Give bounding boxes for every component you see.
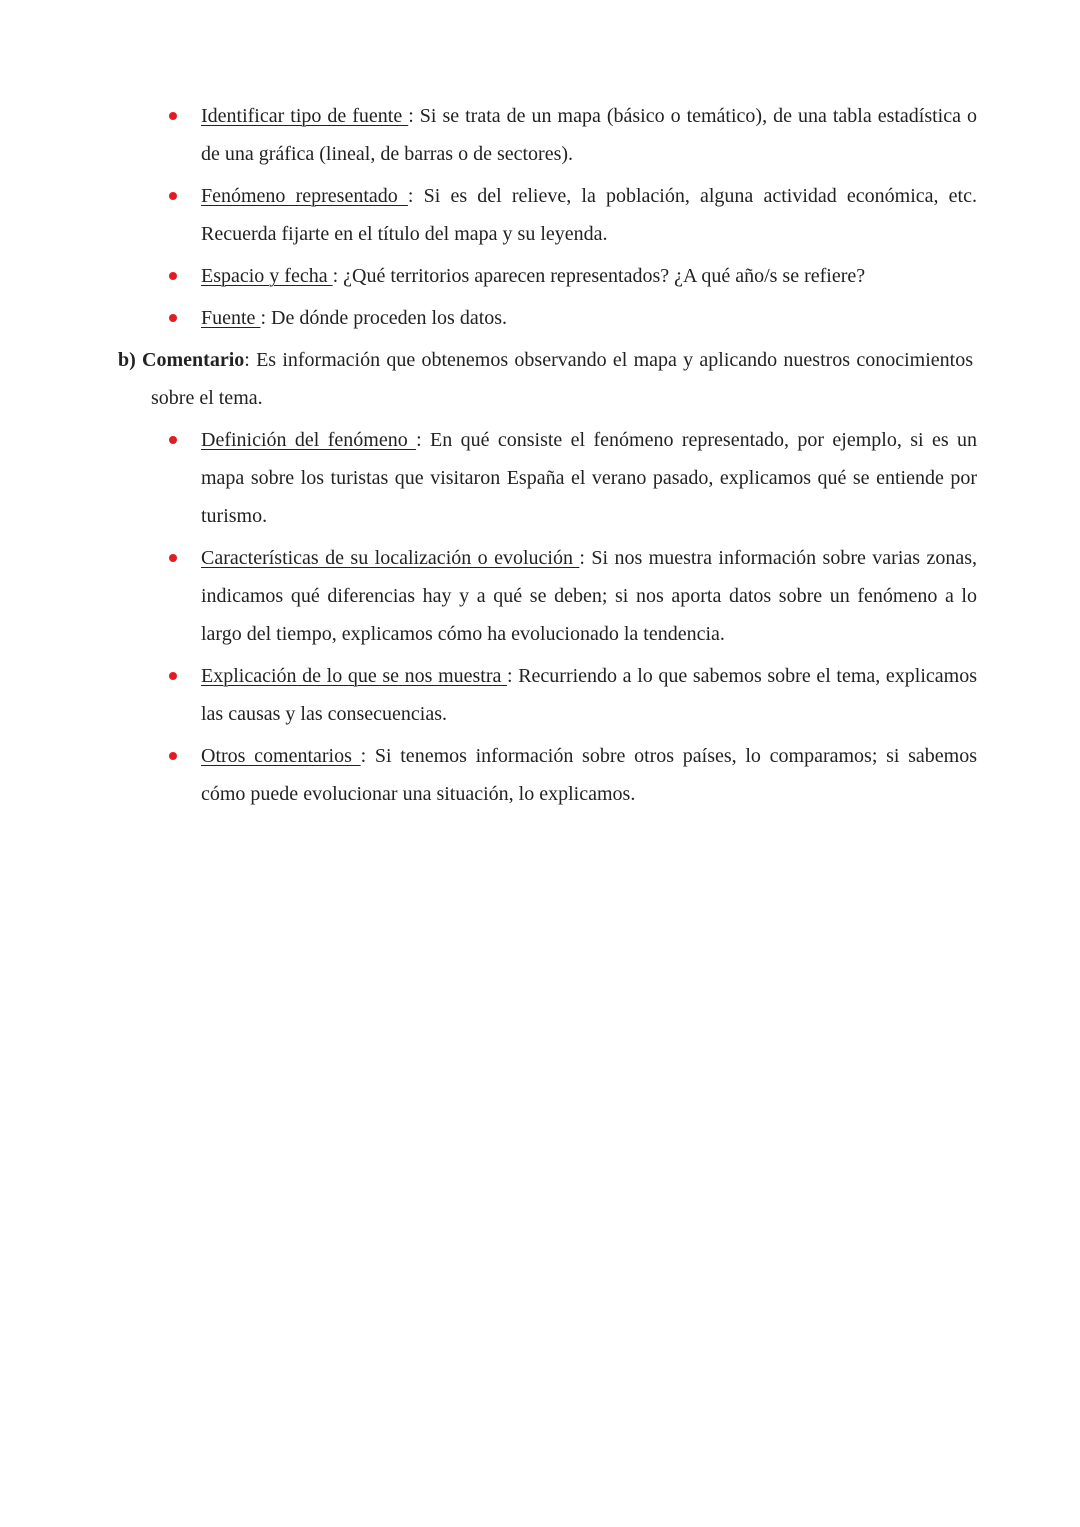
list-item (201, 299, 977, 337)
item-term: Espacio y fecha (201, 265, 333, 287)
item-text: : ¿Qué territorios aparecen representados? ¿A qué año/s se refiere? (332, 265, 866, 287)
bullet-icon (169, 192, 177, 200)
section-heading: b) Comentario (118, 349, 245, 371)
item-term: Fuente (201, 307, 261, 329)
list-item (201, 257, 977, 295)
item-term: Otros comentarios (201, 745, 361, 767)
item-text: : Si tenemos información sobre otros países, lo comparamos; si sabemos cómo puede evolucionar una situación, lo explicamos. (201, 745, 977, 805)
bullet-icon (169, 436, 177, 444)
list-item (201, 737, 977, 813)
item-text: : Si es del relieve, la población, alguna actividad económica, etc. Recuerda fijarte en el título del mapa y su leyenda. (201, 185, 977, 245)
commentary-section (118, 341, 973, 417)
item-text: : Si nos muestra información sobre varias zonas, indicamos qué diferencias hay y a qué se deben; si nos aporta datos sobre un fenómeno a lo largo del tiempo, explicamos cómo ha evolucionado la tendencia. (201, 547, 977, 645)
item-term: Características de su localización o evolución (201, 547, 580, 569)
item-text: : Recurriendo a lo que sabemos sobre el tema, explicamos las causas y las consecuencias. (201, 665, 977, 725)
bullet-icon (169, 112, 177, 120)
bullet-icon (169, 554, 177, 562)
list-item (201, 421, 977, 535)
bullet-icon (169, 672, 177, 680)
source-identification-list (0, 97, 977, 341)
item-text: : Si se trata de un mapa (básico o temático), de una tabla estadística o de una gráfica (lineal, de barras o de sectores). (201, 105, 977, 165)
item-text: : En qué consiste el fenómeno representado, por ejemplo, si es un mapa sobre los turistas que visitaron España el verano pasado, explicamos qué se entiende por turismo. (201, 429, 977, 527)
item-term: Definición del fenómeno (201, 429, 417, 451)
commentary-list (0, 421, 977, 817)
list-item (201, 97, 977, 173)
bullet-icon (169, 752, 177, 760)
commentary-paragraph (118, 341, 973, 417)
item-term: Identificar tipo de fuente (201, 105, 409, 127)
item-term: Fenómeno representado (201, 185, 408, 207)
list-item (201, 177, 977, 253)
list-item (201, 539, 977, 653)
item-text: : De dónde proceden los datos. (260, 307, 508, 329)
section-intro-text: : Es información que obtenemos observando el mapa y aplicando nuestros conocimientos sobre el tema. (151, 349, 973, 409)
list-item (201, 657, 977, 733)
bullet-icon (169, 314, 177, 322)
item-term: Explicación de lo que se nos muestra (201, 665, 508, 687)
bullet-icon (169, 272, 177, 280)
